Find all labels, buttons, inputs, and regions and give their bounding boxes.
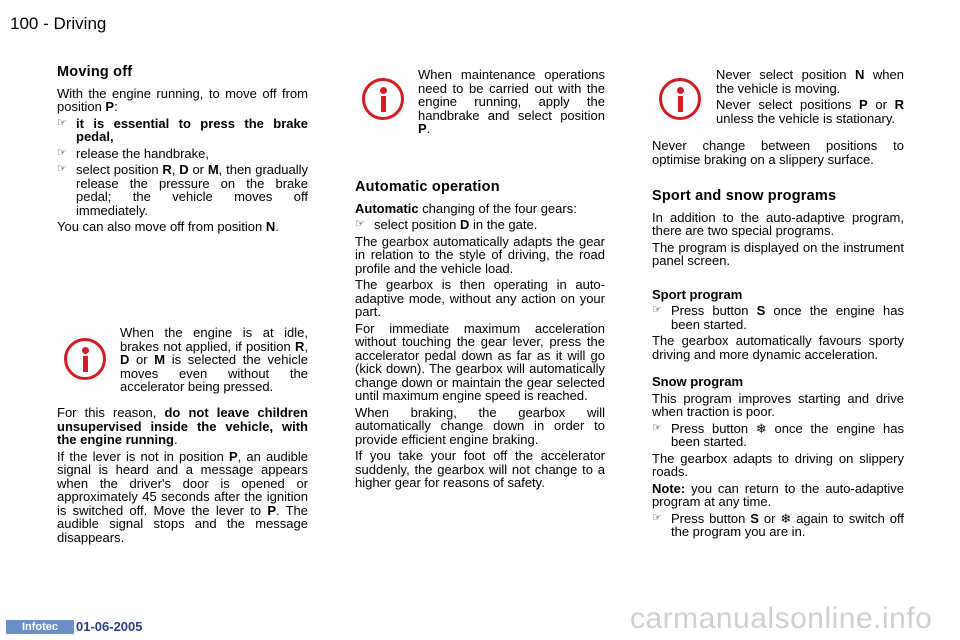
snowflake-icon: ❄ bbox=[780, 510, 792, 526]
column-automatic-operation: Automatic operation Automatic changing of the four gears: ☞ select position D in the gate. The gearbox automatically adapts the gear in relation to the style of driving, the road profile and the vehicle load. The gearbox is then operating in auto-adaptive mode, without any action on your part. For immediate maximum acceleration without touching the gear lever, press the accelerator pedal down as far as it will go (kick down). The gearbox will automatically change down or maintain the gear selected until maximum engine speed is reached. When braking, the gearbox will automatically change down in order to provide efficient engine braking. If you take your foot off the accelerator suddenly, the gearbox will not change to a higher gear for reasons of safety. bbox=[355, 179, 605, 490]
bullet-handbrake: ☞ release the handbrake, bbox=[57, 145, 209, 161]
bullet-sport-button: ☞ Press button S once the engine has been started. bbox=[652, 303, 904, 332]
bullet-switch-off: ☞ Press button S or ❄ again to switch off the program you are in. bbox=[652, 510, 904, 539]
lever-text: If the lever is not in position P, an audible signal is heard and a message appears when the driver's door is opened or approximately 45 seconds after the ignition is switched off. Move the lever to P. The audible signal stops and the message disappears. bbox=[57, 448, 308, 545]
section-title-automatic: Automatic operation bbox=[355, 179, 500, 195]
maintenance-note: When maintenance operations need to be carried out with the engine running, apply the handbrake and select position P. bbox=[418, 67, 605, 136]
warning-icon bbox=[362, 78, 404, 120]
section-title-sport-snow: Sport and snow programs bbox=[652, 188, 837, 204]
column-sport-snow: Never change between positions to optimise braking on a slippery surface. Sport and snow programs In addition to the auto-adaptive program, there are two special programs. The program is displayed on the instrument panel screen. Sport program ☞ Press button S once the engine has been started. The gearbox automatically favours sporty driving and more dynamic acceleration. Snow program This program improves starting and drive when traction is poor. ☞ Press button ❄ once the engine has been started. The gearbox adapts to driving on slippery roads. Note: you can return to the auto-adaptive program at any time. ☞ Press button S or ❄ again to switch off the program you are in. bbox=[652, 138, 904, 539]
page-header: 100 - Driving bbox=[10, 14, 107, 33]
bullet-select-position: ☞ select position R, D or M, then gradually release the pressure on the brake pedal; the vehicle moves off immediately. bbox=[57, 162, 308, 218]
pointer-icon: ☞ bbox=[652, 421, 662, 434]
warning-continued bbox=[57, 406, 308, 547]
pointer-icon: ☞ bbox=[57, 116, 67, 129]
pointer-icon: ☞ bbox=[355, 218, 365, 230]
warning-icon bbox=[64, 338, 106, 380]
move-off-neutral: You can also move off from position N. bbox=[57, 219, 279, 234]
pointer-icon: ☞ bbox=[652, 304, 662, 316]
reason-text: For this reason, do not leave children unsupervised inside the vehicle, with the engine running. bbox=[57, 405, 308, 447]
sport-program-title: Sport program bbox=[652, 286, 743, 302]
bullet-select-d: ☞ select position D in the gate. bbox=[355, 217, 538, 232]
pointer-icon: ☞ bbox=[652, 511, 662, 524]
snow-program-title: Snow program bbox=[652, 374, 744, 389]
section-title-moving-off: Moving off bbox=[57, 64, 133, 80]
snowflake-icon: ❄ bbox=[755, 420, 767, 436]
moving-off-intro: With the engine running, to move off from position P: bbox=[57, 85, 308, 114]
pointer-icon: ☞ bbox=[57, 146, 67, 159]
bullet-snow-button: ☞ Press button ❄ once the engine has been started. bbox=[652, 420, 904, 449]
never-select-notes: Never select position N when the vehicle is moving. Never select positions P or R unless the vehicle is stationary. bbox=[716, 67, 904, 126]
bullet-brake: ☞ it is essential to press the brake pedal, bbox=[57, 115, 308, 144]
watermark: carmanualsonline.info bbox=[630, 602, 933, 635]
pointer-icon: ☞ bbox=[57, 163, 67, 175]
column-moving-off bbox=[57, 66, 308, 237]
footer-date: 01-06-2005 bbox=[76, 619, 143, 634]
infotec-logo: Infotec bbox=[6, 620, 74, 634]
warning-idle: When the engine is at idle, brakes not applied, if position R, D or M is selected the vehicle moves even without the accelerator being pressed. bbox=[120, 325, 308, 394]
warning-icon bbox=[659, 78, 701, 120]
